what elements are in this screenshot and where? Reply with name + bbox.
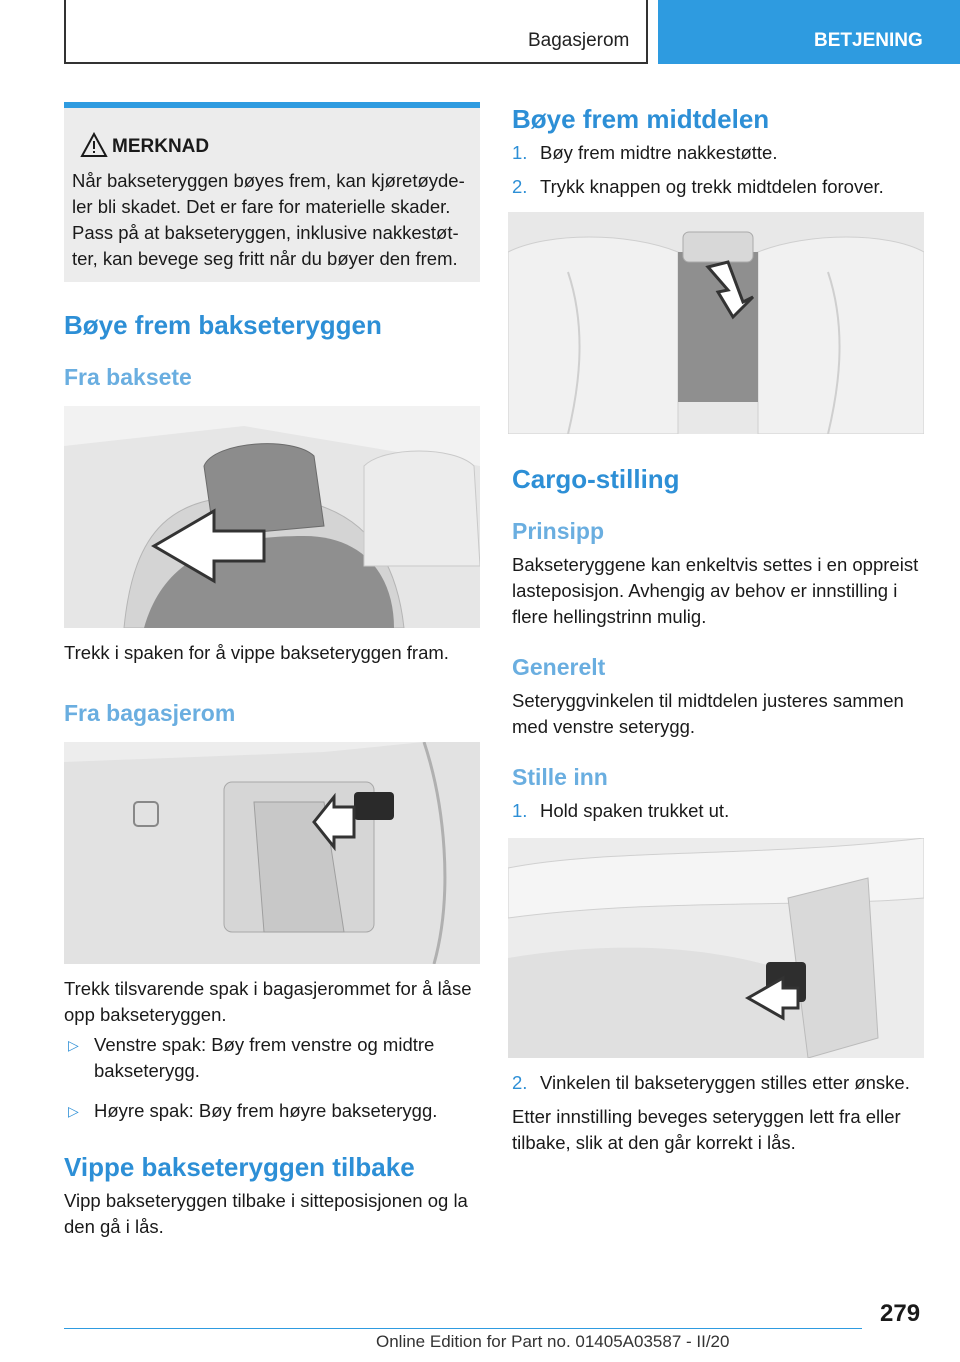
triangle-right-icon: ▷ bbox=[68, 1037, 79, 1053]
list-item bbox=[512, 1070, 924, 1096]
text-from-luggage: Trekk tilsvarende spak i bagasjerommet for å låse opp bakseteryggen. bbox=[64, 978, 472, 1025]
step-text: Hold spaken trukket ut. bbox=[540, 800, 730, 821]
text-from-rear-seat: Trekk i spaken for å vippe bakseteryggen fram. bbox=[64, 642, 449, 663]
header-section-title: Bagasjerom bbox=[528, 30, 630, 51]
list-item bbox=[64, 1032, 480, 1084]
warning-note-box bbox=[64, 102, 480, 282]
warning-note-title: MERKNAD bbox=[112, 136, 210, 157]
heading-fold-middle: Bøye frem midtdelen bbox=[512, 104, 770, 134]
middle-section-illustration bbox=[508, 212, 924, 434]
lever-bullet-list bbox=[64, 1032, 480, 1124]
text-principle: Bakseteryggene kan enkeltvis settes i en oppreist lasteposisjon. Avhengig av behov er innstilling i flere hellingstrinn mulig. bbox=[512, 554, 919, 627]
heading-fold-backrest: Bøye frem bakseteryggen bbox=[64, 310, 382, 340]
step-number: 1. bbox=[512, 800, 528, 821]
rear-seat-lever-illustration bbox=[64, 406, 480, 628]
middle-steps-list bbox=[512, 140, 924, 208]
bullet-text: Venstre spak: Bøy frem venstre og midtre bakseterygg. bbox=[94, 1034, 435, 1081]
cargo-lever-illustration bbox=[508, 838, 924, 1058]
list-item bbox=[512, 140, 924, 166]
subheading-from-luggage: Fra bagasjerom bbox=[64, 700, 236, 726]
header-chapter-tab[interactable]: BETJENING bbox=[658, 0, 960, 64]
warning-triangle-icon bbox=[80, 132, 108, 163]
list-item bbox=[64, 1098, 480, 1124]
subheading-principle: Prinsipp bbox=[512, 518, 605, 544]
text-general: Seteryggvinkelen til midtdelen justeres sammen med venstre seterygg. bbox=[512, 690, 904, 737]
text-after-adjust: Etter innstilling beveges seteryggen lett fra eller tilbake, slik at den går korrekt i lås. bbox=[512, 1106, 901, 1153]
list-item bbox=[512, 174, 924, 200]
heading-fold-back: Vippe bakseteryggen tilbake bbox=[64, 1152, 415, 1182]
subheading-from-rear-seat: Fra baksete bbox=[64, 364, 192, 390]
list-item bbox=[512, 798, 924, 824]
subheading-general: Generelt bbox=[512, 654, 606, 680]
footer-divider bbox=[64, 1328, 862, 1329]
step-number: 2. bbox=[512, 176, 528, 197]
subheading-adjust: Stille inn bbox=[512, 764, 608, 790]
footer-edition: Online Edition for Part no. 01405A03587 - II/20 bbox=[376, 1332, 730, 1351]
step-number: 1. bbox=[512, 142, 528, 163]
step-text: Trykk knappen og trekk midtdelen forover. bbox=[540, 176, 884, 197]
luggage-lever-illustration bbox=[64, 742, 480, 964]
adjust-step-1 bbox=[512, 798, 924, 832]
step-text: Vinkelen til bakseteryggen stilles etter ønske. bbox=[540, 1072, 910, 1093]
warning-note-text: Når bakseteryggen bøyes frem, kan kjøretøydeler bli skadet. Det er fare for materielle skader. Pass på at bakseteryggen, inklusive nakkestøtter, kan bevege seg fritt når du bøyer den frem. bbox=[72, 170, 465, 269]
triangle-right-icon: ▷ bbox=[68, 1103, 79, 1119]
heading-cargo: Cargo-stilling bbox=[512, 464, 680, 494]
adjust-step-2 bbox=[512, 1070, 924, 1104]
page-number: 279 bbox=[880, 1300, 921, 1327]
text-fold-back: Vipp bakseteryggen tilbake i sitteposisjonen og la den gå i lås. bbox=[64, 1190, 468, 1237]
step-number: 2. bbox=[512, 1072, 528, 1093]
bullet-text: Høyre spak: Bøy frem høyre bakseterygg. bbox=[94, 1100, 438, 1121]
step-text: Bøy frem midtre nakkestøtte. bbox=[540, 142, 778, 163]
